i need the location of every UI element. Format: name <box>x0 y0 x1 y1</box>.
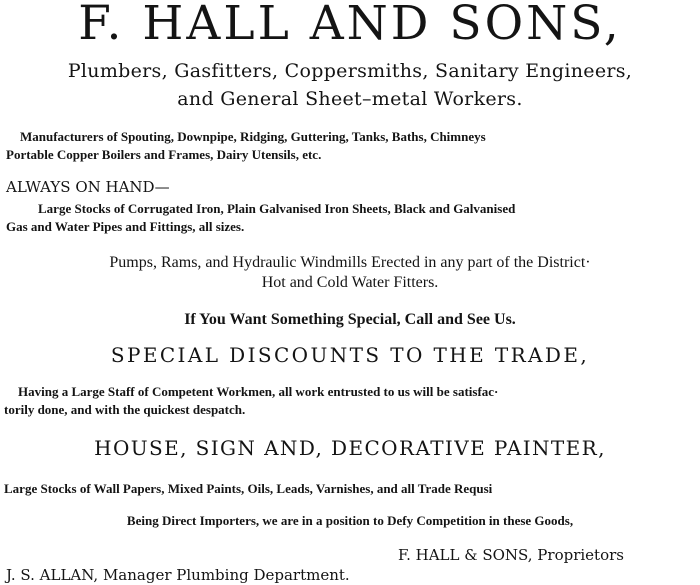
pumps-line-2: Hot and Cold Water Fitters. <box>261 274 439 291</box>
pumps-line-1: Pumps, Rams, and Hydraulic Windmills Erected in any part of the District· <box>109 254 591 271</box>
special-call-line: If You Want Something Special, Call and See Us. <box>184 311 516 328</box>
painter-headline: HOUSE, SIGN AND, DECORATIVE PAINTER, <box>94 436 606 460</box>
always-on-hand-heading: ALWAYS ON HAND— <box>6 178 170 196</box>
wallpapers-line: Large Stocks of Wall Papers, Mixed Paints, Oils, Leads, Varnishes, and all Trade Requsi <box>4 481 493 496</box>
importers-line: Being Direct Importers, we are in a position to Defy Competition in these Goods, <box>126 513 574 528</box>
trades-line-2: and General Sheet–metal Workers. <box>177 88 523 110</box>
staff-line-2: torily done, and with the quickest despatch. <box>4 402 246 417</box>
manufacturers-line-1: Manufacturers of Spouting, Downpipe, Ridging, Guttering, Tanks, Baths, Chimneys <box>20 129 486 144</box>
manager-line: J. S. ALLAN, Manager Plumbing Department. <box>6 566 350 584</box>
proprietors-line: F. HALL & SONS, Proprietors <box>398 546 624 564</box>
advert-title: F. HALL AND SONS, <box>78 0 622 51</box>
manufacturers-line-2: Portable Copper Boilers and Frames, Dairy Utensils, etc. <box>6 147 322 162</box>
stocks-line-2: Gas and Water Pipes and Fittings, all sizes. <box>6 219 245 234</box>
staff-line-1: Having a Large Staff of Competent Workmen, all work entrusted to us will be satisfac· <box>18 384 499 399</box>
trades-line-1: Plumbers, Gasfitters, Coppersmiths, Sanitary Engineers, <box>67 60 633 82</box>
stocks-line-1: Large Stocks of Corrugated Iron, Plain Galvanised Iron Sheets, Black and Galvanised <box>38 201 516 216</box>
special-discounts-headline: SPECIAL DISCOUNTS TO THE TRADE, <box>110 343 590 367</box>
